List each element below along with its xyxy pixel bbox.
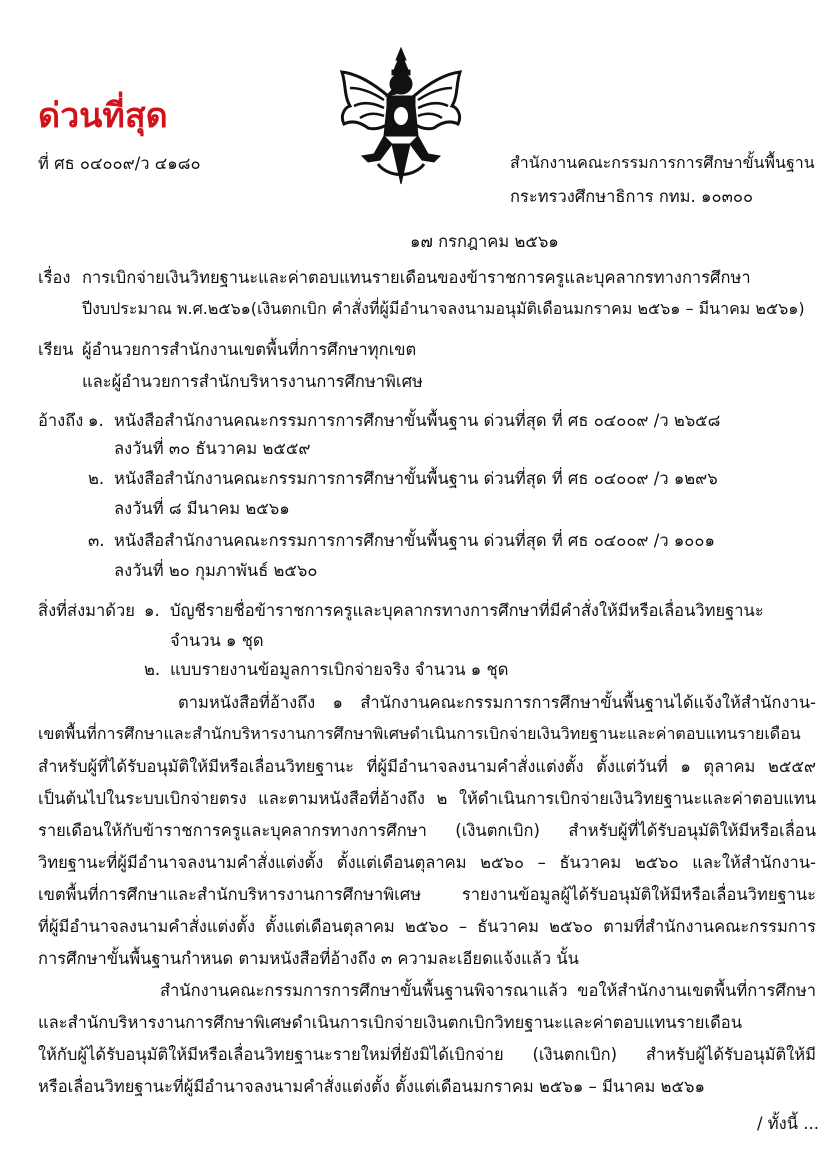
reference-number: ๑.	[88, 411, 104, 430]
enclosure-quantity: จำนวน ๑ ชุด	[170, 631, 264, 650]
paragraph-line: สำหรับผู้ที่ได้รับอนุมัติให้มีหรือเลื่อนวิทยฐานะ ที่ผู้มีอำนาจลงนามคำสั่งแต่งตั้ง ตั้งแต่วันที่ ๑ ตุลาคม ๒๕๕๙	[38, 757, 816, 776]
reference-line: หนังสือสำนักงานคณะกรรมการการศึกษาขั้นพื้นฐาน ด่วนที่สุด ที่ ศธ ๐๔๐๐๙ /ว ๒๖๕๘	[114, 411, 721, 430]
paragraph-line: วิทยฐานะที่ผู้มีอำนาจลงนามคำสั่งแต่งตั้ง ตั้งแต่เดือนตุลาคม ๒๕๖๐ – ธันวาคม ๒๕๖๐ และให้สำนักงาน-	[38, 853, 816, 872]
agency-name: สำนักงานคณะกรรมการการศึกษาขั้นพื้นฐาน	[510, 153, 815, 172]
document-number: ที่ ศธ ๐๔๐๐๙/ว ๔๑๘๐	[38, 154, 201, 173]
reference-number: ๓.	[88, 531, 105, 550]
subject-line-1: การเบิกจ่ายเงินวิทยฐานะและค่าตอบแทนรายเดือนของข้าราชการครูและบุคลากรทางการศึกษา	[82, 268, 751, 287]
reference-line: หนังสือสำนักงานคณะกรรมการการศึกษาขั้นพื้นฐาน ด่วนที่สุด ที่ ศธ ๐๔๐๐๙ /ว ๑๒๙๖	[114, 469, 718, 488]
paragraph-line: การศึกษาขั้นพื้นฐานกำหนด ตามหนังสือที่อ้างถึง ๓ ความละเอียดแจ้งแล้ว นั้น	[38, 949, 579, 968]
enclosures-label: สิ่งที่ส่งมาด้วย	[38, 601, 135, 620]
paragraph-line: หรือเลื่อนวิทยฐานะที่ผู้มีอำนาจลงนามคำสั่งแต่งตั้ง ตั้งแต่เดือนมกราคม ๒๕๖๑ – มีนาคม ๒๕๖๑	[38, 1077, 705, 1096]
continuation-marker: / ทั้งนี้ ...	[757, 1114, 819, 1133]
garuda-emblem-icon	[334, 44, 468, 194]
paragraph-line: สำนักงานคณะกรรมการการศึกษาขั้นพื้นฐานพิจารณาแล้ว ขอให้สำนักงานเขตพื้นที่การศึกษา	[160, 981, 816, 1000]
paragraph-line: เป็นต้นไปในระบบเบิกจ่ายตรง และตามหนังสือที่อ้างถึง ๒ ให้ดำเนินการเบิกจ่ายเงินวิทยฐานะและค่าตอบแทน	[38, 789, 816, 808]
agency-address: กระทรวงศึกษาธิการ กทม. ๑๐๓๐๐	[510, 187, 754, 206]
paragraph-line: เขตพื้นที่การศึกษาและสำนักบริหารงานการศึกษาพิเศษ รายงานข้อมูลผู้ได้รับอนุมัติให้มีหรือเลื่อนวิทยฐานะ	[38, 885, 816, 904]
reference-date: ลงวันที่ ๒๐ กุมภาพันธ์ ๒๕๖๐	[114, 561, 318, 580]
to-label: เรียน	[38, 340, 74, 359]
recipient-line-2: และผู้อำนวยการสำนักบริหารงานการศึกษาพิเศษ	[82, 372, 423, 391]
paragraph-line: ให้กับผู้ได้รับอนุมัติให้มีหรือเลื่อนวิทยฐานะรายใหม่ที่ยังมิได้เบิกจ่าย (เงินตกเบิก) สำหรับผู้ได้รับอนุมัติให้มี	[38, 1045, 816, 1064]
reference-date: ลงวันที่ ๘ มีนาคม ๒๕๖๑	[114, 499, 290, 518]
references-label: อ้างถึง	[38, 411, 84, 430]
enclosure-line: แบบรายงานข้อมูลการเบิกจ่ายจริง จำนวน ๑ ชุด	[170, 660, 509, 679]
recipient-line-1: ผู้อำนวยการสำนักงานเขตพื้นที่การศึกษาทุกเขต	[82, 340, 417, 359]
document-date: ๑๗ กรกฎาคม ๒๕๖๑	[410, 232, 559, 251]
paragraph-line: ที่ผู้มีอำนาจลงนามคำสั่งแต่งตั้ง ตั้งแต่เดือนตุลาคม ๒๕๖๐ – ธันวาคม ๒๕๖๐ ตามที่สำนักงานคณะกรรมการ	[38, 917, 816, 936]
subject-label: เรื่อง	[38, 268, 71, 287]
urgent-label: ด่วนที่สุด	[38, 96, 168, 136]
enclosure-number: ๒.	[144, 660, 161, 679]
enclosure-number: ๑.	[144, 601, 160, 620]
reference-line: หนังสือสำนักงานคณะกรรมการการศึกษาขั้นพื้นฐาน ด่วนที่สุด ที่ ศธ ๐๔๐๐๙ /ว ๑๐๐๑	[114, 531, 715, 550]
paragraph-line: และสำนักบริหารงานการศึกษาพิเศษดำเนินการเบิกจ่ายเงินตกเบิกวิทยฐานะและค่าตอบแทนรายเดือน	[38, 1013, 742, 1032]
reference-number: ๒.	[88, 469, 105, 488]
paragraph-line: รายเดือนให้กับข้าราชการครูและบุคลากรทางการศึกษา (เงินตกเบิก) สำหรับผู้ที่ได้รับอนุมัติให้มีหรือเลื่อน	[38, 821, 816, 840]
reference-date: ลงวันที่ ๓๐ ธันวาคม ๒๕๕๙	[114, 439, 311, 458]
subject-line-2: ปีงบประมาณ พ.ศ.๒๕๖๑(เงินตกเบิก คำสั่งที่ผู้มีอำนาจลงนามอนุมัติเดือนมกราคม ๒๕๖๑ – มีนาคม ๒๕๖๑)	[82, 299, 805, 318]
paragraph-line: ตามหนังสือที่อ้างถึง ๑ สำนักงานคณะกรรมการการศึกษาขั้นพื้นฐานได้แจ้งให้สำนักงาน-	[178, 693, 816, 712]
enclosure-line: บัญชีรายชื่อข้าราชการครูและบุคลากรทางการศึกษาที่มีคำสั่งให้มีหรือเลื่อนวิทยฐานะ	[170, 601, 764, 620]
paragraph-line: เขตพื้นที่การศึกษาและสำนักบริหารงานการศึกษาพิเศษดำเนินการเบิกจ่ายเงินวิทยฐานะและค่าตอบแทนรายเดือน	[38, 724, 801, 743]
